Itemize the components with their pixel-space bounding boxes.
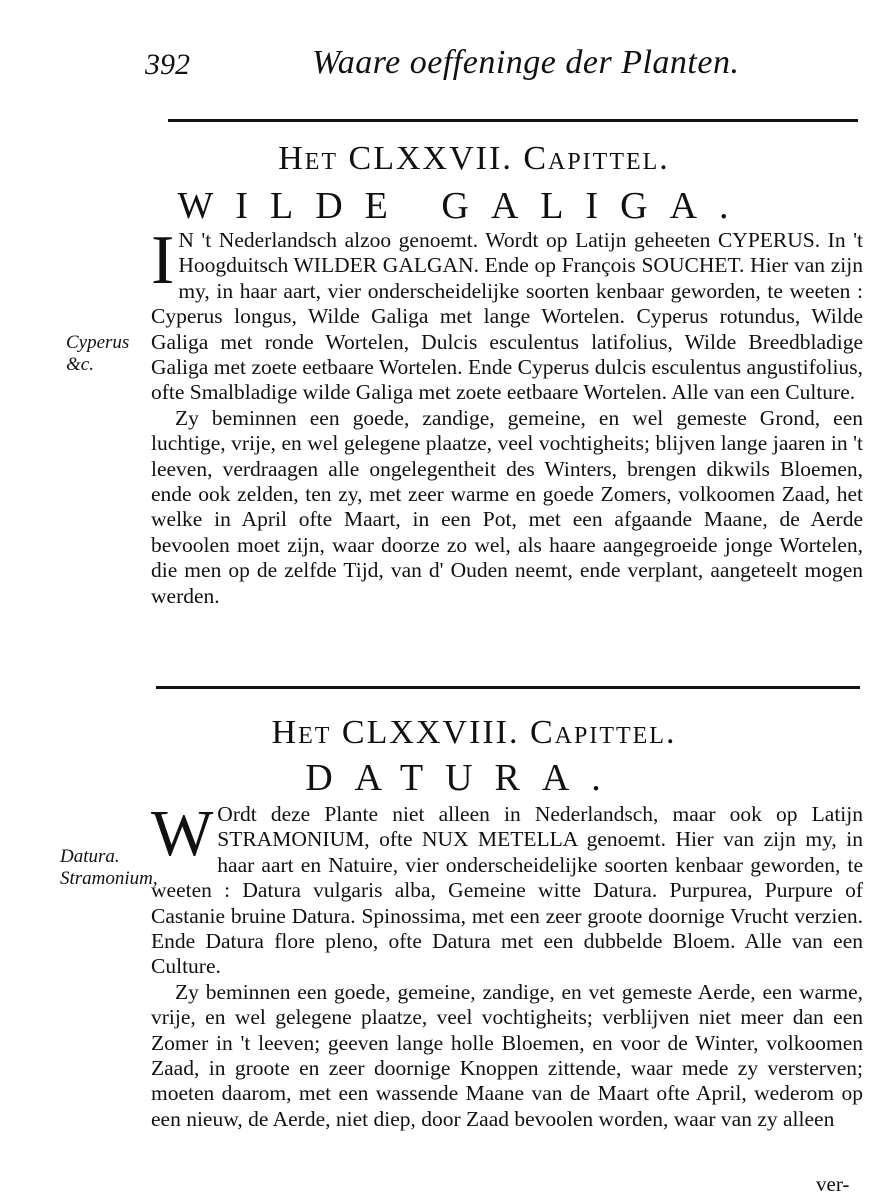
chapter-body <box>151 797 863 1132</box>
catchword: ver- <box>816 1172 850 1196</box>
chapter-body <box>151 222 863 609</box>
horizontal-rule <box>156 686 860 689</box>
paragraph-text: N 't Nederlandsch alzoo genoemt. Wordt op Latijn geheeten CYPERUS. In 't Hoogduitsch WILDER GALGAN. Ende op François SOUCHET. Hier van zijn my, in haar aart, vier onderscheidelijke soorten kenbaar geworden, te weeten : Cyperus longus, Wilde Galiga met lange Wortelen. Cyperus rotundus, Wilde Galiga met ronde Wortelen, Dulcis esculentus latifolius, Wilde Breedbladige Galiga met zoete eetbaare Wortelen. Ende Cyperus dulcis esculentus angustifolius, ofte Smalbladige wilde Galiga met zoete eetbaare Wortelen. Alle van een Culture. <box>151 228 863 405</box>
paragraph <box>151 797 863 980</box>
chapter-title: Het CLXXVII. Capittel. <box>278 140 670 177</box>
horizontal-rule <box>168 119 858 122</box>
page-header <box>0 42 888 92</box>
margin-note: Datura. Stramonium, <box>60 846 158 889</box>
paragraph-text: Ordt deze Plante niet alleen in Nederlandsch, maar ook op Latijn STRAMONIUM, ofte NUX METELLA genoemt. Hier van zijn my, in haar aart en Natuire, vier onderscheidelijke soorten kenbaar geworden, te weeten : Datura vulgaris alba, Gemeine witte Datura. Purpurea, Purpure of Castanie bruine Datura. Spinossima, met een zeer groote doornige Vrucht verzien. Ende Datura flore pleno, ofte Datura met een dubbelde Bloem. Alle van een Culture. <box>151 802 863 979</box>
chapter-title: Het CLXXVIII. Capittel. <box>271 714 677 751</box>
page-number: 392 <box>145 48 190 81</box>
plant-name-heading: DATURA. <box>305 757 623 799</box>
paragraph: Zy beminnen een goede, gemeine, zandige, en vet gemeste Aerde, een warme, vrije, en wel gelegene plaatze, veel vochtigheits; verblijven niet meer dan een Zomer in 't leeven; geeven lange holle Bloemen, en voor de Winter, volkoomen Zaad, in groote en zeer doornige Knoppen zittende, waar mede zy versterven; moeten daarom, met een wassende Maane van de Maart ofte April, wederom op een nieuw, de Aerde, niet diep, door Zaad bevoolen worden, waar van zy alleen <box>151 979 863 1131</box>
paragraph <box>151 222 863 406</box>
running-title: Waare oeffeninge der Planten. <box>312 44 740 81</box>
drop-cap: W <box>151 797 214 870</box>
paragraph: Zy beminnen een goede, zandige, gemeine, en wel gemeste Grond, een luchtige, vrije, en wel gelegene plaatze, veel vochtigheits; blijven lange jaaren in 't leeven, verdraagen alle ongelegentheit des Winters, brengen dikwils Bloemen, ende ook zelden, ten zy, met zeer warme en goede Zomers, volkoomen Zaad, het welke in April ofte Maart, in een Pot, met een afgaande Maane, de Aerde bevoolen moet zijn, waar doorze zo wel, als haare aangegroeide jonge Wortelen, die men op de zelfde Tijd, van d' Ouden neemt, ende verplant, aangeteelt mogen werden. <box>151 405 863 608</box>
margin-note: Cyperus &c. <box>66 332 130 375</box>
plant-name-heading: WILDE GALIGA. <box>177 185 751 227</box>
drop-cap: I <box>151 222 175 299</box>
